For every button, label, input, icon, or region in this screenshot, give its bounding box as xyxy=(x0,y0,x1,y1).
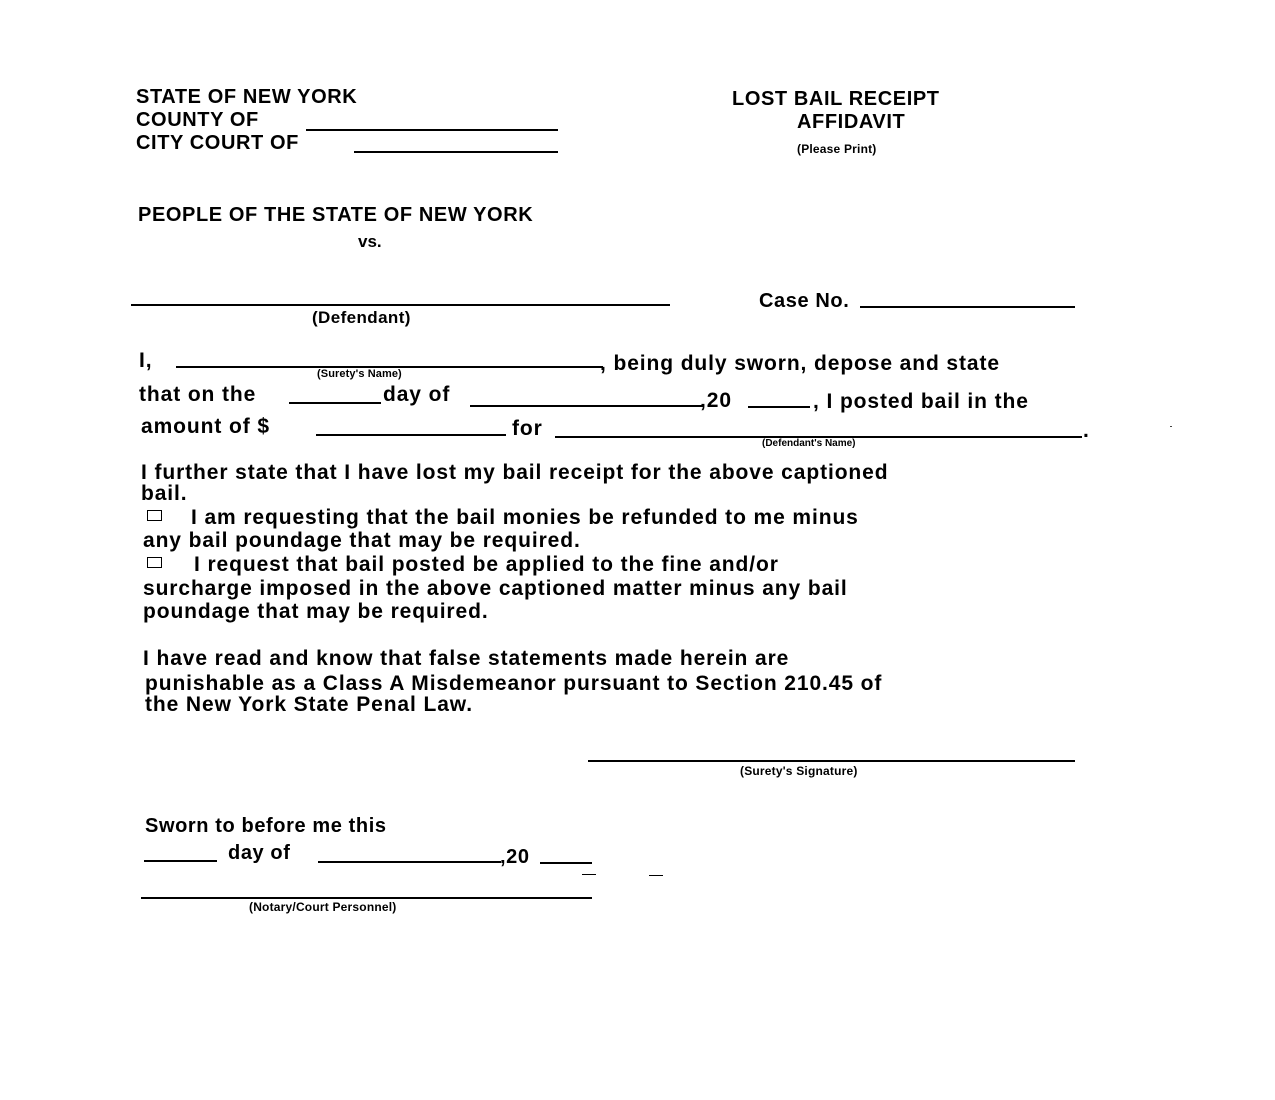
refund-option-line-2: any bail poundage that may be required. xyxy=(143,529,581,552)
sworn-year-field[interactable] xyxy=(540,862,592,864)
that-on-the: that on the xyxy=(139,383,257,406)
further-line-1: I further state that I have lost my bail receipt for the above captioned xyxy=(141,461,889,484)
stray-dash-1 xyxy=(582,874,596,875)
court-field[interactable] xyxy=(354,151,558,153)
county-field[interactable] xyxy=(306,129,558,131)
apply-fine-option-line-2: surcharge imposed in the above captioned matter minus any bail xyxy=(143,577,848,600)
stray-dash-2 xyxy=(649,875,663,876)
penalty-line-3: the New York State Penal Law. xyxy=(145,693,473,716)
posted-bail-text: , I posted bail in the xyxy=(813,390,1029,413)
year-prefix: ,20 xyxy=(700,389,732,412)
case-no-field[interactable] xyxy=(860,306,1075,308)
bail-month-field[interactable] xyxy=(470,405,702,407)
notary-signature-field[interactable] xyxy=(141,897,592,899)
penalty-line-1: I have read and know that false statements made herein are xyxy=(143,647,790,670)
sworn-statement: , being duly sworn, depose and state xyxy=(600,352,1000,375)
i-label: I, xyxy=(139,349,153,372)
case-no-label: Case No. xyxy=(759,290,850,312)
surety-signature-field[interactable] xyxy=(588,760,1075,762)
day-of-label: day of xyxy=(383,383,451,406)
further-line-2: bail. xyxy=(141,482,188,505)
form-title: LOST BAIL RECEIPT xyxy=(732,88,940,110)
sworn-line-1: Sworn to before me this xyxy=(145,815,387,837)
surety-signature-label: (Surety's Signature) xyxy=(740,764,858,778)
county-label: COUNTY OF xyxy=(136,109,259,131)
apply-fine-option-line-1: I request that bail posted be applied to the fine and/or xyxy=(194,553,779,576)
sworn-month-field[interactable] xyxy=(318,861,501,863)
for-label: for xyxy=(512,417,543,440)
apply-fine-option-line-3: poundage that may be required. xyxy=(143,600,489,623)
please-print-note: (Please Print) xyxy=(797,142,877,156)
defendant-label: (Defendant) xyxy=(312,308,411,327)
versus: vs. xyxy=(358,232,382,251)
defendant-field[interactable] xyxy=(131,304,670,306)
court-label: CITY COURT OF xyxy=(136,132,299,154)
sworn-year-prefix: ,20 xyxy=(500,846,530,868)
bail-day-field[interactable] xyxy=(289,402,381,404)
amount-of-label: amount of $ xyxy=(141,415,270,438)
state-heading: STATE OF NEW YORK xyxy=(136,86,358,108)
sworn-day-field[interactable] xyxy=(144,860,217,862)
bail-year-field[interactable] xyxy=(748,406,810,408)
defendant-name-label: (Defendant's Name) xyxy=(762,438,856,449)
notary-label: (Notary/Court Personnel) xyxy=(249,900,397,914)
people-caption: PEOPLE OF THE STATE OF NEW YORK xyxy=(138,204,534,226)
apply-fine-checkbox[interactable] xyxy=(147,557,162,568)
form-subtitle: AFFIDAVIT xyxy=(797,111,906,133)
amount-field[interactable] xyxy=(316,434,506,436)
surety-name-label: (Surety's Name) xyxy=(317,368,402,380)
period: . xyxy=(1083,419,1090,442)
refund-checkbox[interactable] xyxy=(147,510,162,521)
stray-mark xyxy=(1170,426,1172,427)
penalty-line-2: punishable as a Class A Misdemeanor pursuant to Section 210.45 of xyxy=(145,672,883,695)
sworn-day-of: day of xyxy=(228,842,291,864)
refund-option-line-1: I am requesting that the bail monies be refunded to me minus xyxy=(191,506,859,529)
